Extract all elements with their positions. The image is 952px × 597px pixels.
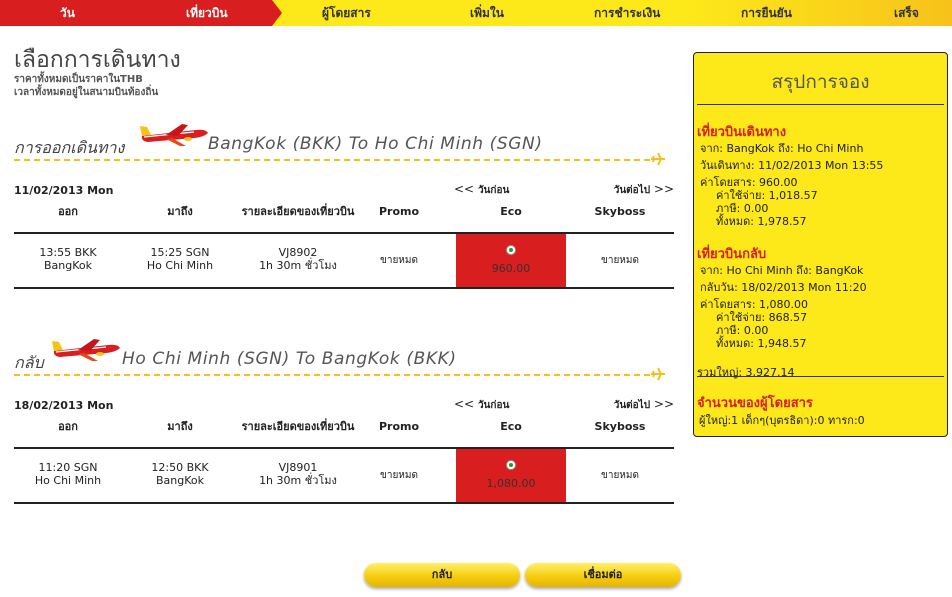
next-day-label: วันต่อไป <box>613 400 651 411</box>
airplane-icon <box>50 337 122 363</box>
prev-day-label: วันก่อน <box>477 185 510 196</box>
inbound-route: Ho Chi Minh (SGN) To BangKok (BKK) <box>122 349 457 369</box>
fare-radio-selected[interactable] <box>506 245 516 255</box>
outbound-arrival <box>124 246 236 272</box>
summary-divider <box>697 376 944 377</box>
inbound-flight-details <box>236 461 360 487</box>
summary-inbound-heading: เที่ยวบินกลับ <box>697 247 767 262</box>
col-skyboss: Skyboss <box>594 205 646 218</box>
booking-steps-bar <box>0 0 952 26</box>
outbound-departure <box>14 246 122 272</box>
dashed-divider <box>14 159 650 161</box>
col-skyboss: Skyboss <box>594 420 646 433</box>
arr-city: BangKok <box>155 474 204 487</box>
inbound-header <box>14 337 674 381</box>
col-promo: Promo <box>378 420 420 433</box>
summary-inbound-fees: ค่าใช้จ่าย: 868.57 <box>716 311 808 324</box>
prev-arrows-icon: << <box>454 182 475 196</box>
col-arrive: มาถึง <box>167 420 193 433</box>
inbound-skyboss-sold-out: ขายหมด <box>601 470 639 481</box>
outbound-prev-day-link[interactable] <box>454 182 509 198</box>
summary-inbound-total: ทั้งหมด: 1,948.57 <box>716 337 807 350</box>
currency-note: ราคาทั้งหมดเป็นราคาในTHB <box>14 74 143 85</box>
dep-city: BangKok <box>43 259 92 272</box>
next-arrows-icon: >> <box>653 397 674 411</box>
step-finished[interactable]: เสร็จ <box>894 6 919 20</box>
dep-time: 13:55 BKK <box>39 246 97 259</box>
outbound-next-day-link[interactable] <box>614 182 674 198</box>
dashed-divider <box>14 374 650 376</box>
eco-price: 1,080.00 <box>486 477 536 490</box>
eco-price: 960.00 <box>491 262 531 275</box>
prev-day-label: วันก่อน <box>477 400 510 411</box>
outbound-eco-fare[interactable] <box>456 234 566 287</box>
inbound-date-nav <box>14 393 674 419</box>
airplane-icon <box>138 122 210 148</box>
col-arrive: มาถึง <box>167 205 193 218</box>
summary-outbound-date: วันเดินทาง: 11/02/2013 Mon 13:55 <box>700 159 884 172</box>
col-details: รายละเอียดของเที่ยวบิน <box>241 420 355 433</box>
fare-radio-selected[interactable] <box>506 460 516 470</box>
step-add-ons[interactable]: เพิ่มใน <box>470 6 504 20</box>
step-flight[interactable]: เที่ยวบิน <box>186 6 228 20</box>
outbound-flight-row <box>14 232 674 289</box>
summary-outbound-total: ทั้งหมด: 1,978.57 <box>716 215 807 228</box>
timezone-note: เวลาทั้งหมดอยู่ในสนามบินท้องถิ่น <box>14 87 159 98</box>
outbound-date-nav <box>14 178 674 204</box>
dep-time: 11:20 SGN <box>38 461 98 474</box>
step-date[interactable]: วัน <box>60 6 75 20</box>
inbound-departure <box>14 461 122 487</box>
summary-outbound-fare: ค่าโดยสาร: 960.00 <box>700 176 798 189</box>
prev-arrows-icon: << <box>454 397 475 411</box>
outbound-label: การออกเดินทาง <box>14 138 125 157</box>
outbound-route: BangKok (BKK) To Ho Chi Minh (SGN) <box>208 134 543 154</box>
col-details: รายละเอียดของเที่ยวบิน <box>241 205 355 218</box>
summary-inbound-route: จาก: Ho Chi Minh ถึง: BangKok <box>700 264 864 277</box>
next-arrows-icon: >> <box>653 182 674 196</box>
summary-outbound-heading: เที่ยวบินเดินทาง <box>697 125 787 140</box>
summary-passengers-heading: จำนวนของผู้โดยสาร <box>697 396 813 411</box>
outbound-header <box>14 122 674 166</box>
outbound-column-headers <box>14 204 674 232</box>
summary-inbound-date: กลับวัน: 18/02/2013 Mon 11:20 <box>700 281 867 294</box>
inbound-date: 18/02/2013 Mon <box>14 399 114 412</box>
step-confirmation[interactable]: การยืนยัน <box>741 6 792 20</box>
small-plane-icon <box>650 151 666 167</box>
outbound-segment <box>14 122 674 289</box>
arr-time: 12:50 BKK <box>151 461 209 474</box>
inbound-promo-sold-out: ขายหมด <box>380 470 418 481</box>
inbound-label: กลับ <box>14 353 44 372</box>
outbound-flight-details <box>236 246 360 272</box>
back-button[interactable]: กลับ <box>364 563 520 587</box>
summary-outbound-fees: ค่าใช้จ่าย: 1,018.57 <box>716 189 818 202</box>
summary-inbound-tax: ภาษี: 0.00 <box>716 324 769 337</box>
summary-grand-total: รวมใหญ่: 3,927.14 <box>697 366 795 379</box>
page-title: เลือกการเดินทาง <box>14 47 181 73</box>
col-eco: Eco <box>500 420 522 433</box>
inbound-next-day-link[interactable] <box>614 397 674 413</box>
step-passengers[interactable]: ผู้โดยสาร <box>322 6 371 20</box>
summary-outbound-tax: ภาษี: 0.00 <box>716 202 769 215</box>
summary-outbound-route: จาก: BangKok ถึง: Ho Chi Minh <box>700 142 864 155</box>
outbound-skyboss-sold-out: ขายหมด <box>601 255 639 266</box>
col-depart: ออก <box>58 420 78 433</box>
inbound-flight-row <box>14 447 674 504</box>
next-day-label: วันต่อไป <box>613 185 651 196</box>
booking-summary-panel <box>693 52 948 437</box>
col-eco: Eco <box>500 205 522 218</box>
arr-time: 15:25 SGN <box>150 246 210 259</box>
summary-title: สรุปการจอง <box>771 71 870 93</box>
flight-number: VJ8902 <box>278 246 318 259</box>
inbound-arrival <box>124 461 236 487</box>
arr-city: Ho Chi Minh <box>146 259 214 272</box>
flight-duration: 1h 30m ชั่วโมง <box>259 259 337 272</box>
dep-city: Ho Chi Minh <box>34 474 102 487</box>
step-payment[interactable]: การชำระเงิน <box>594 6 661 20</box>
inbound-prev-day-link[interactable] <box>454 397 509 413</box>
summary-divider <box>697 104 944 105</box>
steps-completed-band <box>0 0 272 26</box>
steps-current-arrow <box>272 0 282 26</box>
small-plane-icon <box>650 366 666 382</box>
flight-number: VJ8901 <box>278 461 318 474</box>
inbound-eco-fare[interactable] <box>456 449 566 502</box>
summary-inbound-fare: ค่าโดยสาร: 1,080.00 <box>700 298 809 311</box>
flight-duration: 1h 30m ชั่วโมง <box>259 474 337 487</box>
inbound-column-headers <box>14 419 674 447</box>
inbound-segment <box>14 337 674 504</box>
summary-passenger-counts: ผู้ใหญ่:1 เด็กๆ(บุตรธิดา):0 ทารก:0 <box>699 414 865 427</box>
outbound-promo-sold-out: ขายหมด <box>380 255 418 266</box>
col-promo: Promo <box>378 205 420 218</box>
col-depart: ออก <box>58 205 78 218</box>
continue-button[interactable]: เชื่อมต่อ <box>525 563 681 587</box>
outbound-date: 11/02/2013 Mon <box>14 184 114 197</box>
